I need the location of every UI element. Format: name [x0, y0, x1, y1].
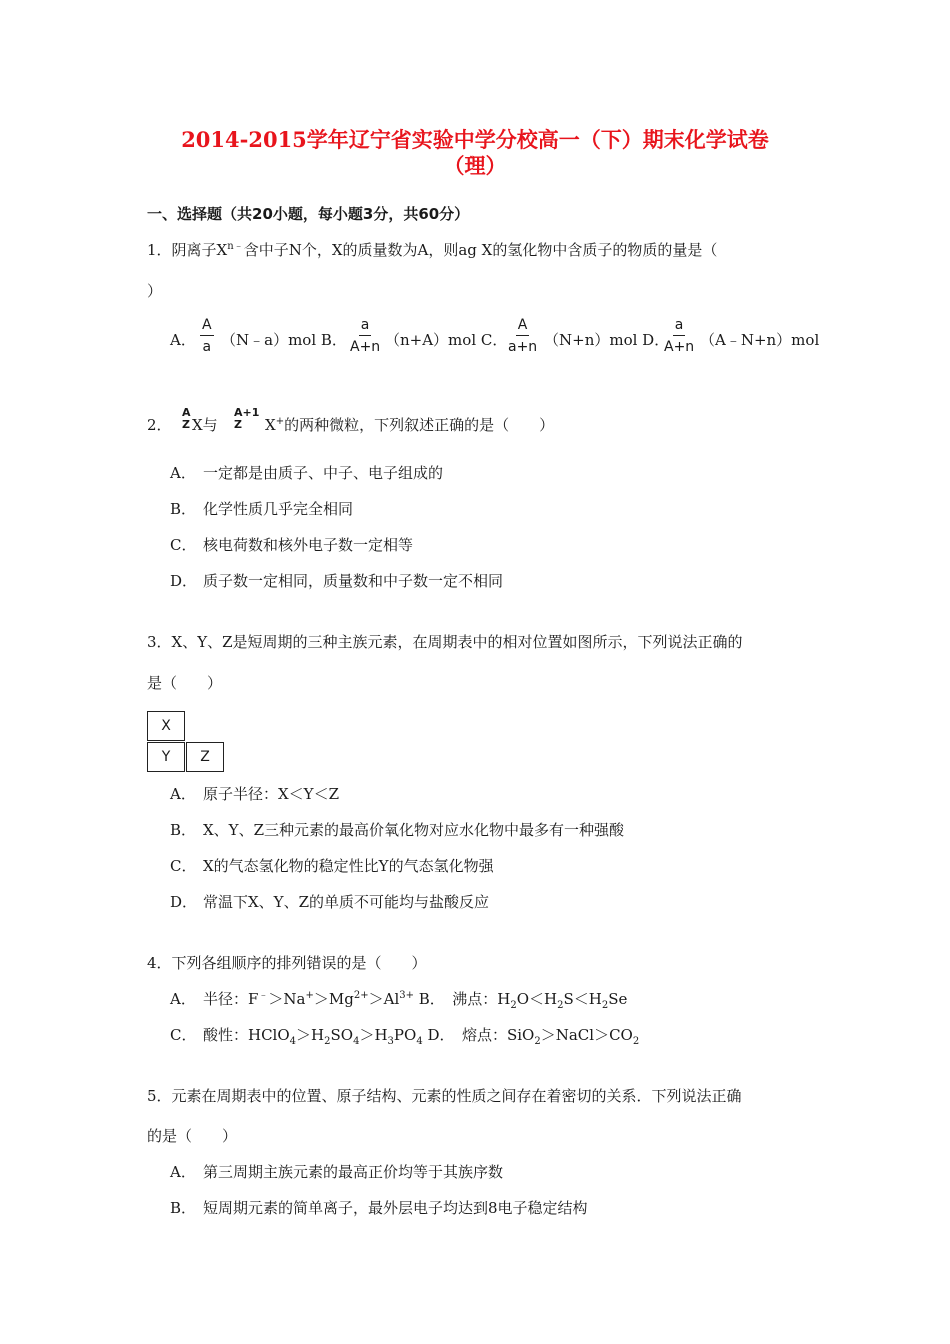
q2-mid-text: X与: [192, 416, 218, 434]
cell-z: Z: [186, 742, 224, 772]
q2-option-c: C． 核电荷数和核外电子数一定相等: [170, 536, 414, 554]
q1-option-b-fraction: $\frac{a}{A+n}$: [350, 317, 381, 355]
q1-option-a-letter: A．: [170, 331, 196, 349]
q2-number: 2．: [147, 416, 172, 434]
q1-stem-line1: 1．阴离子$X^{n﹣}$含中子N个，X的质量数为A，则ag X的氢化物中含质子的物质的量是（: [147, 241, 718, 259]
q1-option-a-fraction: $\frac{A}{a}$: [202, 317, 212, 355]
q2-option-b: B． 化学性质几乎完全相同: [170, 500, 354, 518]
q1-option-d-fraction: $\frac{a}{A+n}$: [664, 317, 695, 355]
exam-title-line2: （理）: [443, 153, 507, 178]
cell-y: Y: [147, 742, 185, 772]
q2-stem-tail: X+的两种微粒，下列叙述正确的是（ ）: [265, 416, 555, 434]
q5-option-a: A． 第三周期主族元素的最高正价均等于其族序数: [170, 1163, 504, 1181]
q2-nuclide1-notation: A Z: [182, 406, 191, 432]
q5-stem-line1: 5．元素在周期表中的位置、原子结构、元素的性质之间存在着密切的关系．下列说法正确: [147, 1087, 742, 1105]
q1-option-c-fraction: $\frac{A}{a+n}$: [508, 317, 538, 355]
q1-option-d-tail: （A﹣N+n）mol: [700, 331, 820, 349]
q4-stem: 4．下列各组顺序的排列错误的是（ ）: [147, 954, 427, 972]
q3-stem-line1: 3．X、Y、Z是短周期的三种主族元素，在周期表中的相对位置如图所示，下列说法正确的: [147, 633, 743, 651]
q4-option-ab: A． 半径：$F^﹣>Na^+>Mg^{2+}>Al^{3+}$ B． 沸点：$H_2O<H_2S<H_2Se$: [170, 990, 628, 1011]
q4-option-cd: C． 酸性：$HClO_4>H_2SO_4>H_3PO_4$ D． 熔点：$SiO_2>NaCl>CO_2$: [170, 1026, 640, 1047]
q3-option-d: D． 常温下X、Y、Z的单质不可能均与盐酸反应: [170, 893, 490, 911]
q1-option-a-tail: （N﹣a）mol B．: [221, 331, 347, 349]
section-heading: 一、选择题（共20小题，每小题3分，共60分）: [147, 205, 470, 223]
q5-option-b: B． 短周期元素的简单离子，最外层电子均达到8电子稳定结构: [170, 1199, 588, 1217]
q3-option-c: C． X的气态氢化物的稳定性比Y的气态氢化物强: [170, 857, 494, 875]
q2-option-d: D． 质子数一定相同，质量数和中子数一定不相同: [170, 572, 504, 590]
q1-stem-line2: ）: [147, 282, 163, 300]
q2-nuclide2-notation: A+1 Z: [234, 406, 260, 432]
q1-option-c-tail: （N+n）mol D．: [544, 331, 670, 349]
q5-stem-line2: 的是（ ）: [147, 1127, 238, 1145]
q3-option-b: B． X、Y、Z三种元素的最高价氧化物对应水化物中最多有一种强酸: [170, 821, 625, 839]
q1-option-b-tail: （n+A）mol C．: [385, 331, 508, 349]
q3-stem-line2: 是（ ）: [147, 674, 223, 692]
q3-option-a: A． 原子半径：X＜Y＜Z: [170, 785, 340, 803]
exam-title-line1: 2014-2015学年辽宁省实验中学分校高一（下）期末化学试卷: [181, 127, 769, 152]
q2-option-a: A． 一定都是由质子、中子、电子组成的: [170, 464, 444, 482]
cell-x: X: [147, 711, 185, 741]
